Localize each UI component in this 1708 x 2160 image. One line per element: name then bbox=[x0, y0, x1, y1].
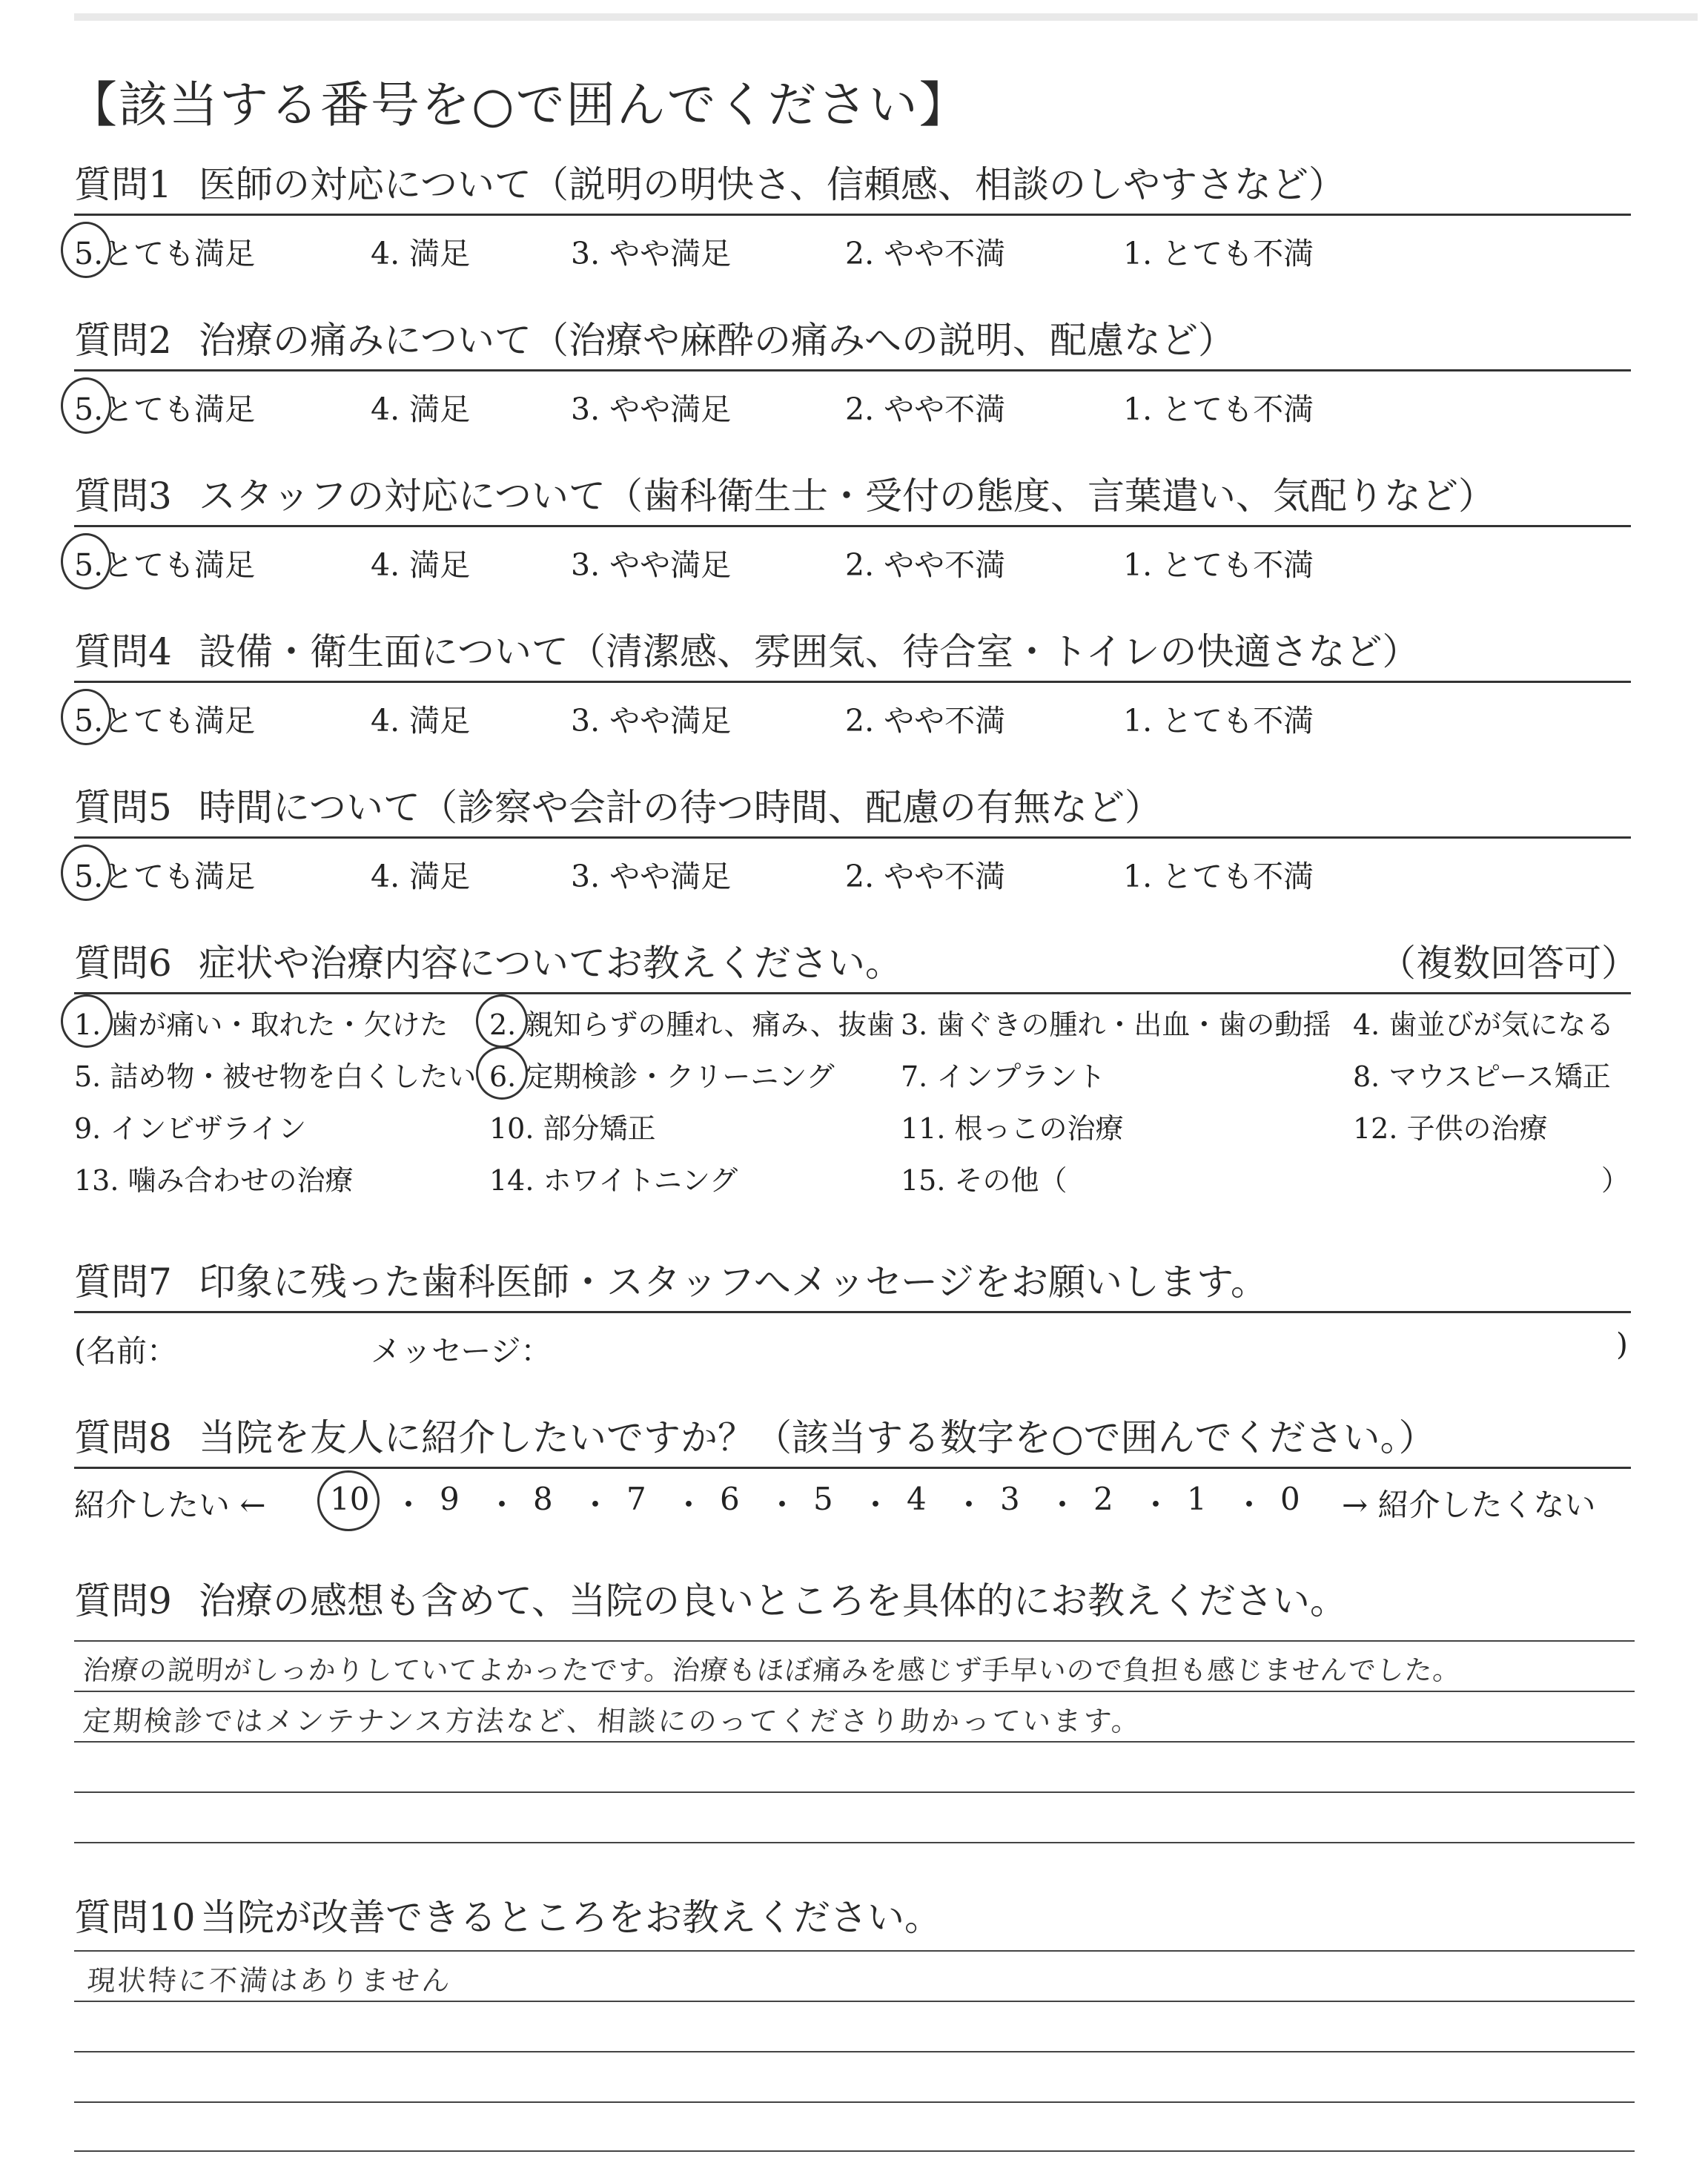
symptom-option-6[interactable]: 6. 定期検診・クリーニング bbox=[489, 1060, 835, 1093]
scale-value-10[interactable]: 10 bbox=[330, 1481, 370, 1517]
multiple-answer-note: （複数回答可） bbox=[1379, 942, 1638, 985]
rating-option-2[interactable]: 2. やや不満 bbox=[845, 703, 1006, 739]
question-number: 質問5 bbox=[74, 786, 172, 829]
scale-separator: ・ bbox=[1234, 1487, 1265, 1523]
scale-separator: ・ bbox=[1140, 1487, 1172, 1523]
writing-line bbox=[74, 1640, 1635, 1642]
question-10 bbox=[74, 1895, 1631, 1941]
question-text: 治療の感想も含めて、当院の良いところを具体的にお教えください。 bbox=[199, 1579, 1347, 1622]
writing-line bbox=[74, 2001, 1635, 2002]
scale-value-0[interactable]: 0 bbox=[1280, 1481, 1300, 1517]
rating-options bbox=[74, 689, 1631, 739]
symptom-option-11[interactable]: 11. 根っこの治療 bbox=[901, 1112, 1124, 1145]
scale-separator: ・ bbox=[953, 1487, 985, 1523]
rating-option-2[interactable]: 2. やや不満 bbox=[845, 547, 1006, 583]
symptom-option-7[interactable]: 7. インプラント bbox=[901, 1060, 1106, 1093]
selection-circle bbox=[61, 222, 111, 278]
symptom-option-10[interactable]: 10. 部分矯正 bbox=[489, 1112, 656, 1145]
question-5 bbox=[74, 785, 1631, 892]
symptom-option-12[interactable]: 12. 子供の治療 bbox=[1353, 1112, 1548, 1145]
rating-option-4[interactable]: 4. 満足 bbox=[371, 703, 471, 739]
selection-circle bbox=[61, 377, 111, 434]
symptom-option-9[interactable]: 9. インビザライン bbox=[74, 1112, 307, 1145]
writing-line bbox=[74, 1791, 1635, 1793]
rating-option-4[interactable]: 4. 満足 bbox=[371, 859, 471, 894]
rating-option-4[interactable]: 4. 満足 bbox=[371, 392, 471, 427]
question-2 bbox=[74, 317, 1631, 425]
rating-option-3[interactable]: 3. やや満足 bbox=[571, 703, 732, 739]
scale-value-4[interactable]: 4 bbox=[907, 1481, 927, 1517]
scale-value-7[interactable]: 7 bbox=[626, 1481, 646, 1517]
symptom-option-15[interactable]: 15. その他（ bbox=[901, 1164, 1068, 1197]
rating-option-5[interactable]: 5.とても満足 bbox=[74, 703, 256, 739]
rating-option-3[interactable]: 3. やや満足 bbox=[571, 392, 732, 427]
question-text: 印象に残った歯科医師・スタッフへメッセージをお願いします。 bbox=[199, 1261, 1268, 1304]
question-text: 当院が改善できるところをお教えください。 bbox=[200, 1896, 941, 1939]
scale-separator: ・ bbox=[1047, 1487, 1079, 1523]
question-1 bbox=[74, 162, 1631, 269]
scale-right-label: → 紹介したくない bbox=[1342, 1487, 1596, 1523]
question-9-header bbox=[74, 1578, 1631, 1624]
scale-value-6[interactable]: 6 bbox=[720, 1481, 740, 1517]
symptom-option-14[interactable]: 14. ホワイトニング bbox=[489, 1164, 738, 1197]
question-10-header bbox=[74, 1895, 1631, 1941]
rule-line bbox=[74, 1311, 1631, 1313]
symptom-options bbox=[74, 1002, 1631, 1217]
scale-separator: ・ bbox=[486, 1487, 518, 1523]
rule-line bbox=[74, 369, 1631, 371]
question-text: スタッフの対応について（歯科衛生士・受付の態度、言葉遣い、気配りなど） bbox=[199, 475, 1495, 518]
rule-line bbox=[74, 525, 1631, 527]
question-2-header bbox=[74, 317, 1631, 363]
scale-separator: ・ bbox=[393, 1487, 425, 1523]
question-text: 時間について（診察や会計の待つ時間、配慮の有無など） bbox=[199, 786, 1162, 829]
selection-circle bbox=[476, 1046, 528, 1100]
scale-value-1[interactable]: 1 bbox=[1187, 1481, 1207, 1517]
rating-option-2[interactable]: 2. やや不満 bbox=[845, 859, 1006, 894]
rating-option-1[interactable]: 1. とても不満 bbox=[1123, 236, 1314, 271]
question-5-header bbox=[74, 785, 1631, 830]
scale-separator: ・ bbox=[580, 1487, 612, 1523]
rating-option-5[interactable]: 5.とても満足 bbox=[74, 236, 256, 271]
rule-line bbox=[74, 214, 1631, 216]
scale-value-3[interactable]: 3 bbox=[1000, 1481, 1020, 1517]
question-3-header bbox=[74, 473, 1631, 519]
rating-option-3[interactable]: 3. やや満足 bbox=[571, 547, 732, 583]
scale-value-8[interactable]: 8 bbox=[533, 1481, 553, 1517]
selection-circle bbox=[61, 994, 113, 1048]
symptom-option-2[interactable]: 2. 親知らずの腫れ、痛み、抜歯 bbox=[489, 1008, 895, 1041]
scale-separator: ・ bbox=[767, 1487, 798, 1523]
rating-option-1[interactable]: 1. とても不満 bbox=[1123, 703, 1314, 739]
writing-line bbox=[74, 2150, 1635, 2152]
writing-line bbox=[74, 2101, 1635, 2103]
question-number: 質問10 bbox=[74, 1896, 196, 1939]
scale-value-2[interactable]: 2 bbox=[1093, 1481, 1113, 1517]
selection-circle bbox=[476, 994, 528, 1048]
question-text: 症状や治療内容についてお教えください。 bbox=[199, 942, 902, 985]
question-number: 質問2 bbox=[74, 319, 172, 362]
rule-line bbox=[74, 681, 1631, 683]
writing-line bbox=[74, 1741, 1635, 1743]
rating-option-5[interactable]: 5.とても満足 bbox=[74, 547, 256, 583]
symptom-option-4[interactable]: 4. 歯並びが気になる bbox=[1353, 1008, 1615, 1041]
selection-circle bbox=[61, 845, 111, 901]
message-fields bbox=[74, 1319, 1631, 1367]
symptom-option-3[interactable]: 3. 歯ぐきの腫れ・出血・歯の動揺 bbox=[901, 1008, 1331, 1041]
scale-value-9[interactable]: 9 bbox=[440, 1481, 460, 1517]
question-text: 設備・衛生面について（清潔感、雰囲気、待合室・トイレの快適さなど） bbox=[199, 630, 1420, 673]
question-7-header bbox=[74, 1259, 1631, 1305]
selection-circle bbox=[61, 533, 111, 589]
rating-option-2[interactable]: 2. やや不満 bbox=[845, 392, 1006, 427]
question-6 bbox=[74, 940, 1638, 1217]
rule-line bbox=[74, 1467, 1631, 1469]
symptom-option-8[interactable]: 8. マウスピース矯正 bbox=[1353, 1060, 1611, 1093]
name-label: (名前： bbox=[74, 1333, 177, 1369]
rating-option-3[interactable]: 3. やや満足 bbox=[571, 859, 732, 894]
writing-line bbox=[74, 2051, 1635, 2052]
selection-circle bbox=[61, 689, 111, 745]
writing-line bbox=[74, 1842, 1635, 1843]
rating-option-1[interactable]: 1. とても不満 bbox=[1123, 859, 1314, 894]
question-number: 質問3 bbox=[74, 475, 172, 518]
scale-left-label: 紹介したい ← bbox=[74, 1487, 266, 1523]
question-7 bbox=[74, 1259, 1631, 1367]
rating-options bbox=[74, 845, 1631, 892]
question-number: 質問6 bbox=[74, 942, 172, 985]
instruction-heading: 【該当する番号を○で囲んでください】 bbox=[68, 76, 970, 133]
scale-value-5[interactable]: 5 bbox=[813, 1481, 833, 1517]
rating-option-5[interactable]: 5.とても満足 bbox=[74, 859, 256, 894]
question-text: 医師の対応について（説明の明快さ、信頼感、相談のしやすさなど） bbox=[199, 163, 1345, 206]
question-number: 質問1 bbox=[74, 163, 172, 206]
rating-options bbox=[74, 533, 1631, 581]
question-4-header bbox=[74, 629, 1631, 675]
scan-top-edge bbox=[74, 13, 1698, 21]
message-label: メッセージ： bbox=[371, 1333, 552, 1369]
writing-line bbox=[74, 1950, 1635, 1952]
rating-option-4[interactable]: 4. 満足 bbox=[371, 236, 471, 271]
question-1-header bbox=[74, 162, 1631, 208]
symptom-option-5[interactable]: 5. 詰め物・被せ物を白くしたい bbox=[74, 1060, 477, 1093]
q9-handwritten-line-2: 定期検診ではメンテナンス方法など、相談にのってくださり助かっています。 bbox=[82, 1705, 1143, 1737]
question-number: 質問4 bbox=[74, 630, 172, 673]
question-text: 治療の痛みについて（治療や麻酔の痛みへの説明、配慮など） bbox=[199, 319, 1235, 362]
q10-handwritten-line-1: 現状特に不満はありません bbox=[86, 1964, 454, 1997]
rating-option-2[interactable]: 2. やや不満 bbox=[845, 236, 1006, 271]
rating-option-3[interactable]: 3. やや満足 bbox=[571, 236, 732, 271]
question-3 bbox=[74, 473, 1631, 581]
question-8 bbox=[74, 1415, 1631, 1521]
question-number: 質問8 bbox=[74, 1416, 172, 1459]
selection-circle bbox=[317, 1470, 380, 1531]
question-text: 当院を友人に紹介したいですか？（該当する数字を○で囲んでください。） bbox=[199, 1416, 1436, 1459]
rating-option-1[interactable]: 1. とても不満 bbox=[1123, 547, 1314, 583]
rating-options bbox=[74, 222, 1631, 269]
rating-options bbox=[74, 377, 1631, 425]
message-close: ) bbox=[1616, 1327, 1628, 1362]
rating-option-1[interactable]: 1. とても不満 bbox=[1123, 392, 1314, 427]
question-number: 質問7 bbox=[74, 1261, 172, 1304]
writing-line bbox=[74, 1691, 1635, 1692]
question-9 bbox=[74, 1578, 1631, 1624]
question-number: 質問9 bbox=[74, 1579, 172, 1622]
other-close-paren: ） bbox=[1601, 1164, 1630, 1197]
rating-option-4[interactable]: 4. 満足 bbox=[371, 547, 471, 583]
question-8-header bbox=[74, 1415, 1631, 1461]
scale-separator: ・ bbox=[673, 1487, 705, 1523]
recommend-scale bbox=[74, 1476, 1631, 1521]
question-6-header bbox=[74, 940, 1638, 986]
rating-option-5[interactable]: 5.とても満足 bbox=[74, 392, 256, 427]
symptom-option-13[interactable]: 13. 噛み合わせの治療 bbox=[74, 1164, 354, 1197]
question-4 bbox=[74, 629, 1631, 739]
rule-line bbox=[74, 836, 1631, 839]
rule-line bbox=[74, 992, 1631, 994]
scale-separator: ・ bbox=[860, 1487, 892, 1523]
q9-handwritten-line-1: 治療の説明がしっかりしていてよかったです。治療もほぼ痛みを感じず手早いので負担も感じませんでした。 bbox=[82, 1654, 1463, 1686]
symptom-option-1[interactable]: 1. 歯が痛い・取れた・欠けた bbox=[74, 1008, 448, 1041]
